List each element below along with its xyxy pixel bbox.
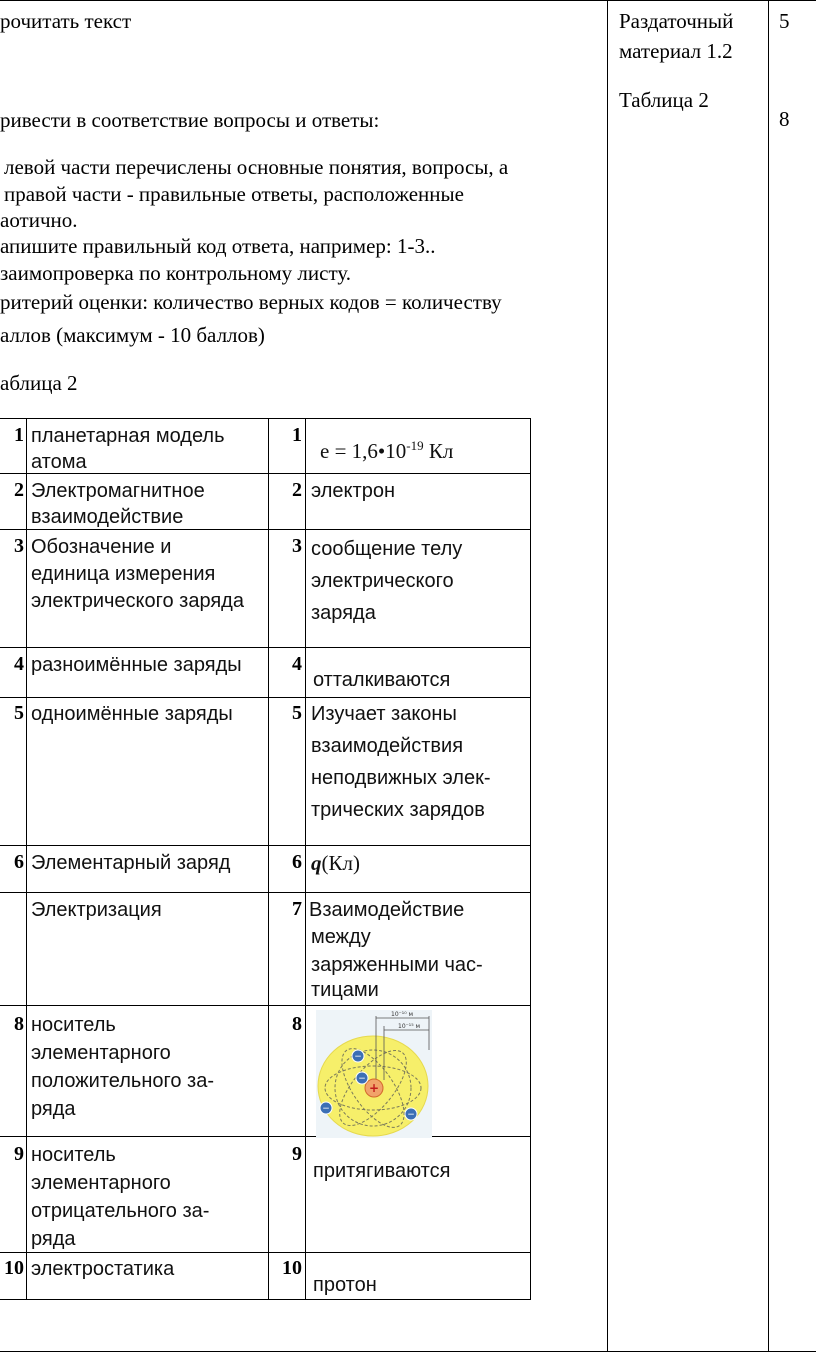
handout-number: материал 1.2: [619, 39, 733, 63]
right-number: 9: [292, 1143, 302, 1165]
outer-bottom-border: [0, 1351, 816, 1352]
electron-sign: −: [354, 1052, 362, 1062]
right-answer: Изучает законы: [311, 703, 457, 725]
right-answer: тицами: [311, 979, 379, 1001]
electron-sign: −: [358, 1074, 366, 1084]
right-answer: Взаимодействие: [309, 899, 465, 921]
time-value-1: 5: [779, 9, 790, 33]
electron-sign: −: [407, 1110, 415, 1120]
right-answer: взаимодействия: [311, 735, 464, 757]
atom-scale-label: 10⁻¹⁰ м: [391, 1011, 414, 1018]
table-row-border: [0, 1252, 531, 1253]
right-answer: [320, 434, 453, 463]
table-border-num-left: [26, 418, 27, 1300]
table-border-mid: [268, 418, 269, 1300]
left-number: 3: [14, 535, 24, 557]
left-term: носитель: [31, 1144, 116, 1166]
table-caption: аблица 2: [0, 371, 78, 395]
right-number: 1: [292, 424, 302, 446]
right-answer: сообщение телу: [311, 538, 463, 560]
left-term: единица измерения: [31, 563, 216, 585]
table-row-border: [0, 647, 531, 648]
instruction-criterion: ритерий оценки: количество верных кодов = количеству: [0, 290, 502, 314]
charge-exponent: -19: [406, 438, 424, 453]
table-row-border: [0, 418, 531, 419]
left-term: атома: [31, 451, 87, 473]
left-term: электрического заряда: [31, 590, 244, 612]
table-row-border: [0, 529, 531, 530]
right-number: 5: [292, 702, 302, 724]
instruction-points: аллов (максимум - 10 баллов): [0, 323, 265, 347]
left-term: отрицательного за-: [31, 1200, 210, 1222]
instruction-chaotic: аотично.: [0, 208, 78, 232]
left-term: элементарного: [31, 1042, 171, 1064]
instruction-left-part: левой части перечислены основные понятия, вопросы, а: [4, 155, 509, 179]
left-term: взаимодействие: [31, 506, 184, 528]
right-number: 7: [292, 898, 302, 920]
table-row-border: [0, 1299, 531, 1300]
left-term: Обозначение и: [31, 536, 172, 558]
nucleus-sign: +: [368, 1081, 380, 1095]
left-number: 9: [14, 1143, 24, 1165]
table-border-right: [530, 418, 531, 1300]
table-border-num-right: [305, 418, 306, 1300]
electron-sign: −: [322, 1104, 330, 1114]
col-divider-2: [768, 0, 769, 1352]
right-answer: электрического: [311, 570, 454, 592]
table-row-border: [0, 697, 531, 698]
right-answer: между: [311, 926, 371, 948]
right-answer: протон: [313, 1274, 377, 1296]
right-number: 10: [282, 1257, 302, 1279]
right-answer: [311, 851, 360, 875]
handout-table-ref: Таблица 2: [619, 88, 709, 112]
right-number: 4: [292, 653, 302, 675]
charge-symbol: q: [311, 851, 322, 875]
left-term: электростатика: [31, 1258, 175, 1280]
table-row-border: [0, 845, 531, 846]
charge-formula: e = 1,6•10: [320, 439, 407, 463]
time-value-2: 8: [779, 107, 790, 131]
table-row-border: [0, 1005, 531, 1006]
right-answer: отталкиваются: [313, 669, 451, 691]
instruction-match: ривести в соответствие вопросы и ответы:: [0, 108, 380, 132]
instruction-write-code: апишите правильный код ответа, например: 1-3..: [0, 234, 436, 258]
atom-scale-label: 10⁻¹⁵ м: [398, 1023, 421, 1030]
instruction-read: рочитать текст: [0, 9, 132, 33]
left-number: 5: [14, 702, 24, 724]
instruction-right-part: правой части - правильные ответы, расположенные: [4, 182, 464, 206]
right-number: 3: [292, 535, 302, 557]
right-answer: трических зарядов: [311, 799, 485, 821]
left-number: 8: [14, 1013, 24, 1035]
left-number: 2: [14, 479, 24, 501]
left-term: Электромагнитное: [31, 480, 205, 502]
right-number: 6: [292, 851, 302, 873]
electron-icon: [320, 1102, 332, 1114]
electron-icon: [356, 1072, 368, 1084]
left-term: одноимённые заряды: [31, 703, 233, 725]
instruction-check: заимопроверка по контрольному листу.: [0, 261, 351, 285]
left-term: разноимённые заряды: [31, 654, 242, 676]
left-number: 10: [4, 1257, 24, 1279]
left-number: 6: [14, 851, 24, 873]
atom-model-svg: [316, 1010, 432, 1138]
electron-icon: [405, 1108, 417, 1120]
atom-model-image: [316, 1010, 432, 1138]
right-answer: притягиваются: [313, 1160, 451, 1182]
outer-top-border: [0, 0, 816, 1]
left-term: Электризация: [31, 899, 162, 921]
table-row-border: [0, 1136, 531, 1137]
left-term: положительного за-: [31, 1070, 214, 1092]
right-answer: неподвижных элек-: [311, 767, 491, 789]
right-answer: заряженными час-: [311, 954, 483, 976]
right-number: 2: [292, 479, 302, 501]
charge-unit: Кл: [423, 439, 454, 463]
left-number: 1: [14, 424, 24, 446]
left-term: носитель: [31, 1014, 116, 1036]
left-term: ряда: [31, 1098, 76, 1120]
left-term: Элементарный заряд: [31, 852, 231, 874]
right-answer: заряда: [311, 602, 376, 624]
right-number: 8: [292, 1013, 302, 1035]
electron-icon: [352, 1050, 364, 1062]
charge-unit: (Кл): [321, 851, 360, 875]
table-row-border: [0, 892, 531, 893]
left-number: 4: [14, 653, 24, 675]
left-term: планетарная модель: [31, 425, 225, 447]
left-term: ряда: [31, 1228, 76, 1250]
handout-label: Раздаточный: [619, 9, 734, 33]
right-answer: электрон: [311, 480, 395, 502]
left-term: элементарного: [31, 1172, 171, 1194]
col-divider-1: [607, 0, 608, 1352]
